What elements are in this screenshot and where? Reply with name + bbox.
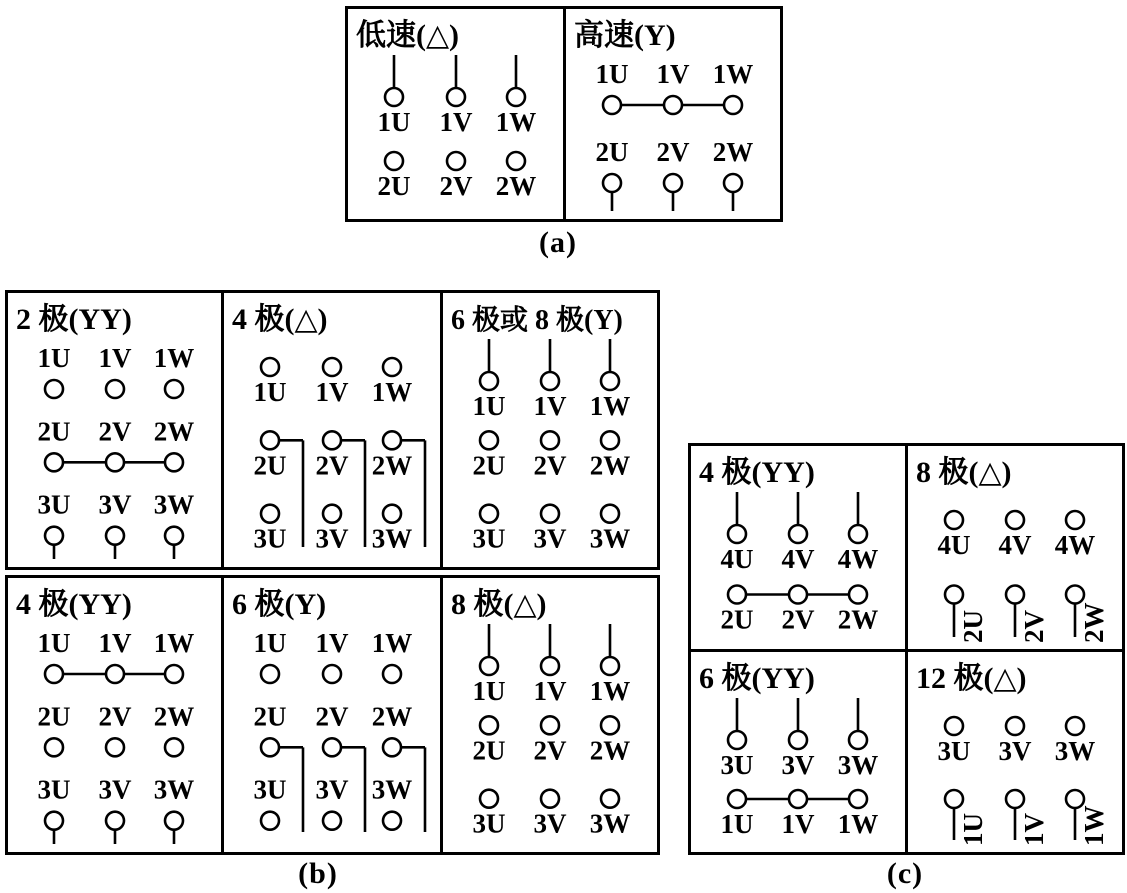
terminal-label: 1U: [253, 377, 287, 407]
terminal-label-rotated: 2W: [1079, 602, 1109, 643]
terminal-label: 3W: [371, 774, 413, 805]
terminal-label: 2V: [439, 171, 473, 201]
terminal-circle: [601, 716, 619, 734]
terminal-label: 3V: [315, 774, 349, 805]
section-b-box-top: [5, 290, 660, 570]
panel-diagram: [908, 652, 1122, 852]
terminal-circle: [165, 527, 183, 545]
terminal-label: 1V: [781, 809, 815, 839]
terminal-circle: [261, 812, 279, 830]
terminal-circle: [480, 372, 498, 390]
terminal-circle: [601, 505, 619, 523]
terminal-label: 1U: [253, 628, 287, 658]
terminal-circle: [1006, 511, 1024, 529]
terminal-label: 2W: [712, 137, 754, 167]
caption-c: (c): [886, 857, 924, 890]
panel-b-2pole-yy: [8, 293, 221, 567]
terminal-label: 4U: [937, 530, 971, 560]
terminal-circle: [385, 152, 403, 170]
terminal-label: 1V: [315, 377, 349, 407]
panel-title: 8 极(△): [916, 456, 1012, 489]
terminal-circle: [480, 431, 498, 449]
panel-b-6pole-y: [221, 578, 440, 852]
terminal-label: 2W: [837, 604, 879, 635]
terminal-circle: [261, 358, 279, 376]
caption-a: (a): [539, 226, 577, 259]
terminal-label: 1U: [720, 809, 754, 839]
terminal-circle: [507, 88, 525, 106]
terminal-label: 1W: [371, 628, 413, 658]
terminal-circle: [480, 505, 498, 523]
terminal-label: 2V: [533, 450, 567, 481]
terminal-circle: [383, 431, 401, 449]
panel-diagram: [224, 293, 440, 567]
panel-c-8pole-delta: [905, 446, 1122, 649]
terminal-label: 3W: [153, 774, 195, 805]
panel-title: 6 极或 8 极(Y): [451, 305, 623, 336]
terminal-label: 2U: [37, 416, 71, 447]
terminal-circle: [383, 505, 401, 523]
panel-diagram: [443, 578, 657, 852]
terminal-circle: [45, 527, 63, 545]
terminal-label: 2V: [315, 450, 349, 481]
terminal-label: 3V: [781, 750, 815, 780]
terminal-label: 1V: [98, 628, 132, 658]
panel-diagram: [908, 446, 1122, 649]
panel-c-6pole-yy: [691, 649, 905, 852]
terminal-circle: [603, 96, 621, 114]
terminal-circle: [45, 738, 63, 756]
terminal-circle: [106, 812, 124, 830]
terminal-label: 2V: [98, 416, 132, 447]
terminal-circle: [106, 738, 124, 756]
terminal-label: 1W: [589, 391, 631, 421]
terminal-circle: [480, 790, 498, 808]
panel-title: 4 极(YY): [16, 588, 132, 621]
terminal-circle: [849, 525, 867, 543]
terminal-circle: [383, 358, 401, 376]
terminal-circle: [664, 96, 682, 114]
terminal-circle: [945, 586, 963, 604]
terminal-label: 2U: [37, 701, 71, 732]
terminal-circle: [480, 716, 498, 734]
panel-title: 高速(Y): [574, 19, 676, 52]
terminal-label: 2U: [253, 701, 287, 732]
panel-diagram: [8, 293, 221, 567]
terminal-label: 3U: [253, 523, 287, 554]
terminal-circle: [261, 505, 279, 523]
terminal-circle: [45, 665, 63, 683]
terminal-label: 1V: [315, 628, 349, 658]
terminal-circle: [728, 525, 746, 543]
terminal-label: 2U: [377, 171, 411, 201]
panel-diagram: [348, 9, 563, 219]
terminal-label: 3W: [589, 523, 631, 554]
panel-a-high-speed-y: [563, 9, 780, 219]
terminal-label: 2V: [781, 604, 815, 635]
terminal-label: 3U: [472, 523, 506, 554]
terminal-circle: [849, 731, 867, 749]
terminal-circle: [601, 372, 619, 390]
terminal-label: 3U: [472, 808, 506, 839]
panel-title: 4 极(YY): [699, 456, 815, 489]
terminal-label: 1W: [371, 377, 413, 407]
panel-title: 6 极(Y): [232, 588, 327, 621]
terminal-circle: [385, 88, 403, 106]
terminal-label-rotated: 1W: [1079, 805, 1109, 846]
terminal-label: 3V: [998, 736, 1032, 766]
terminal-label: 1W: [153, 628, 195, 658]
terminal-circle: [789, 586, 807, 604]
terminal-label: 2W: [495, 171, 537, 201]
terminal-circle: [945, 717, 963, 735]
panel-title: 低速(△): [356, 19, 460, 52]
terminal-label: 4V: [998, 530, 1032, 560]
terminal-circle: [323, 358, 341, 376]
terminal-label: 2W: [371, 701, 413, 732]
terminal-circle: [447, 152, 465, 170]
terminal-circle: [601, 431, 619, 449]
panel-b-4pole-yy: [8, 578, 221, 852]
terminal-label: 2U: [472, 735, 506, 766]
section-c-box: [688, 443, 1125, 855]
terminal-circle: [1066, 586, 1084, 604]
terminal-circle: [1066, 717, 1084, 735]
terminal-label: 1U: [472, 676, 506, 706]
terminal-circle: [323, 812, 341, 830]
panel-c-12pole-delta: [905, 649, 1122, 852]
terminal-label: 2W: [589, 735, 631, 766]
terminal-label: 1U: [377, 107, 411, 137]
terminal-circle: [603, 174, 621, 192]
terminal-label: 1W: [589, 676, 631, 706]
terminal-circle: [541, 505, 559, 523]
terminal-label-rotated: 1V: [1019, 813, 1049, 846]
panel-title: 2 极(YY): [16, 303, 132, 336]
terminal-circle: [789, 731, 807, 749]
terminal-label: 4W: [1054, 530, 1096, 560]
terminal-label: 3V: [98, 489, 132, 520]
terminal-label: 1W: [837, 809, 879, 839]
terminal-label: 1U: [595, 59, 629, 89]
terminal-label: 2U: [472, 450, 506, 481]
terminal-circle: [849, 790, 867, 808]
panel-title: 4 极(△): [232, 303, 328, 336]
terminal-label: 1U: [37, 343, 71, 373]
terminal-circle: [728, 586, 746, 604]
terminal-circle: [601, 657, 619, 675]
terminal-label: 1U: [37, 628, 71, 658]
terminal-label: 2V: [98, 701, 132, 732]
terminal-circle: [945, 511, 963, 529]
panel-a-low-speed-delta: [348, 9, 563, 219]
terminal-label: 3U: [937, 736, 971, 766]
terminal-circle: [541, 431, 559, 449]
terminal-circle: [106, 380, 124, 398]
terminal-label: 3U: [253, 774, 287, 805]
terminal-circle: [480, 657, 498, 675]
panel-b-8pole-delta: [440, 578, 657, 852]
panel-diagram: [8, 578, 221, 852]
terminal-label: 4V: [781, 544, 815, 574]
terminal-circle: [383, 665, 401, 683]
terminal-circle: [507, 152, 525, 170]
terminal-circle: [541, 790, 559, 808]
terminal-label: 3V: [315, 523, 349, 554]
terminal-circle: [1006, 717, 1024, 735]
terminal-circle: [601, 790, 619, 808]
panel-b-6or8pole-y: [440, 293, 657, 567]
panel-title: 12 极(△): [916, 662, 1027, 695]
terminal-label-rotated: 2U: [958, 610, 988, 643]
terminal-label: 1V: [533, 676, 567, 706]
terminal-label: 2V: [315, 701, 349, 732]
terminal-label: 3U: [37, 489, 71, 520]
terminal-label: 2V: [533, 735, 567, 766]
terminal-circle: [323, 738, 341, 756]
terminal-circle: [323, 665, 341, 683]
terminal-circle: [165, 738, 183, 756]
terminal-circle: [261, 665, 279, 683]
terminal-label: 3U: [37, 774, 71, 805]
panel-diagram: [691, 446, 905, 649]
terminal-circle: [383, 738, 401, 756]
terminal-circle: [849, 586, 867, 604]
terminal-circle: [1006, 790, 1024, 808]
terminal-circle: [724, 174, 742, 192]
panel-diagram: [691, 652, 905, 852]
terminal-circle: [945, 790, 963, 808]
terminal-label: 3W: [1054, 736, 1096, 766]
terminal-circle: [1006, 586, 1024, 604]
terminal-label: 2W: [589, 450, 631, 481]
terminal-label: 3V: [98, 774, 132, 805]
terminal-circle: [323, 431, 341, 449]
terminal-label-rotated: 1U: [958, 813, 988, 846]
panel-diagram: [566, 9, 780, 219]
terminal-circle: [541, 716, 559, 734]
terminal-circle: [728, 790, 746, 808]
terminal-label: 1W: [495, 107, 537, 137]
terminal-label: 2U: [253, 450, 287, 481]
terminal-circle: [1066, 511, 1084, 529]
terminal-circle: [447, 88, 465, 106]
terminal-label: 3W: [589, 808, 631, 839]
terminal-circle: [106, 453, 124, 471]
terminal-circle: [1066, 790, 1084, 808]
panel-c-4pole-yy: [691, 446, 905, 649]
terminal-label: 3U: [720, 750, 754, 780]
terminal-label: 1U: [472, 391, 506, 421]
section-b-box-bottom: [5, 575, 660, 855]
terminal-label: 2W: [153, 416, 195, 447]
terminal-circle: [323, 505, 341, 523]
terminal-circle: [165, 380, 183, 398]
terminal-circle: [165, 812, 183, 830]
terminal-label: 1V: [98, 343, 132, 373]
terminal-label: 1V: [533, 391, 567, 421]
caption-b: (b): [298, 857, 338, 890]
terminal-circle: [789, 790, 807, 808]
terminal-label: 2U: [720, 604, 754, 635]
terminal-circle: [789, 525, 807, 543]
terminal-label: 3V: [533, 808, 567, 839]
panel-diagram: [224, 578, 440, 852]
terminal-circle: [728, 731, 746, 749]
terminal-circle: [165, 665, 183, 683]
terminal-label: 3W: [153, 489, 195, 520]
terminal-circle: [541, 657, 559, 675]
terminal-circle: [165, 453, 183, 471]
terminal-label: 2U: [595, 137, 629, 167]
panel-title: 6 极(YY): [699, 662, 815, 695]
terminal-label: 1W: [712, 59, 754, 89]
terminal-circle: [383, 812, 401, 830]
terminal-circle: [106, 527, 124, 545]
terminal-label: 2V: [656, 137, 690, 167]
terminal-label: 2W: [371, 450, 413, 481]
terminal-circle: [724, 96, 742, 114]
terminal-circle: [261, 431, 279, 449]
section-a-box: [345, 6, 783, 222]
terminal-label: 2W: [153, 701, 195, 732]
terminal-label: 1W: [153, 343, 195, 373]
terminal-circle: [45, 453, 63, 471]
terminal-circle: [45, 812, 63, 830]
panel-title: 8 极(△): [451, 588, 547, 621]
terminal-circle: [106, 665, 124, 683]
terminal-circle: [45, 380, 63, 398]
terminal-circle: [541, 372, 559, 390]
terminal-label-rotated: 2V: [1019, 610, 1049, 643]
terminal-circle: [261, 738, 279, 756]
terminal-label: 1V: [439, 107, 473, 137]
terminal-circle: [664, 174, 682, 192]
terminal-label: 4W: [837, 544, 879, 574]
terminal-label: 3V: [533, 523, 567, 554]
panel-diagram: [443, 293, 657, 567]
terminal-label: 3W: [371, 523, 413, 554]
terminal-label: 1V: [656, 59, 690, 89]
terminal-label: 3W: [837, 750, 879, 780]
terminal-label: 4U: [720, 544, 754, 574]
panel-b-4pole-delta: [221, 293, 440, 567]
